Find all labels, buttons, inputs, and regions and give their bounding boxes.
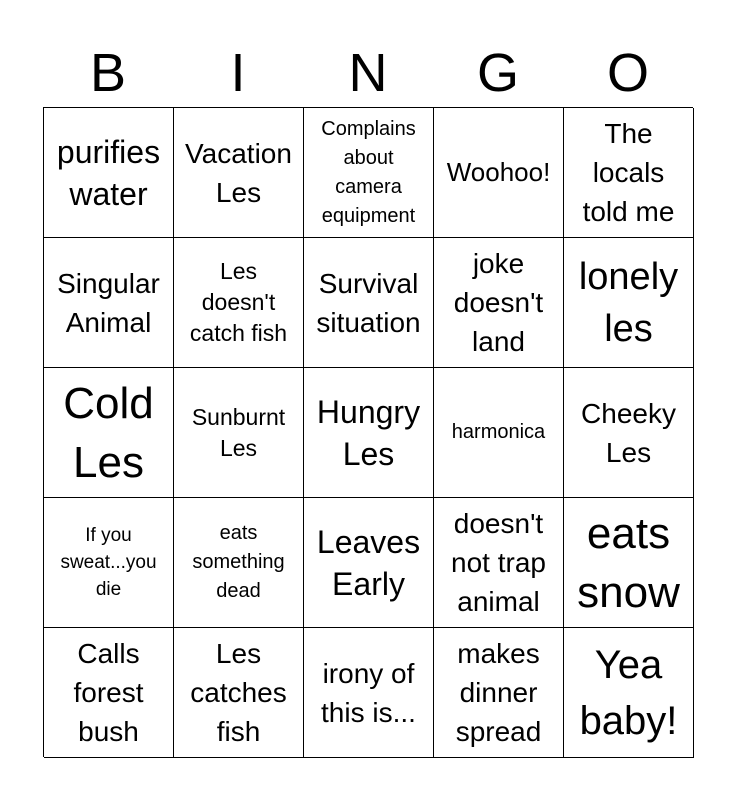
- cell-label: doesn't not trap animal: [451, 508, 546, 617]
- header-letter-o: O: [606, 43, 649, 103]
- bingo-cell[interactable]: [174, 498, 304, 628]
- bingo-cell[interactable]: [434, 498, 564, 628]
- cell-label: joke doesn't land: [453, 248, 544, 357]
- bingo-cell[interactable]: [434, 628, 564, 758]
- bingo-cell[interactable]: [44, 368, 174, 498]
- header-letter-n: N: [348, 43, 388, 103]
- bingo-cell[interactable]: [174, 628, 304, 758]
- cell-label: eats something dead: [192, 522, 285, 602]
- bingo-cell[interactable]: [44, 498, 174, 628]
- bingo-cell[interactable]: [304, 108, 434, 238]
- cell-label: Cold Les: [63, 378, 154, 487]
- cell-label: Complains about camera equipment: [321, 117, 416, 227]
- bingo-cell[interactable]: [304, 238, 434, 368]
- cell-label: Calls forest bush: [73, 638, 144, 747]
- cell-label: eats snow: [577, 508, 680, 617]
- header-letter-b: B: [89, 43, 127, 103]
- cell-label: Sunburnt Les: [191, 403, 286, 461]
- header-letter-i: I: [230, 43, 246, 103]
- bingo-cell[interactable]: [564, 368, 694, 498]
- bingo-cell[interactable]: [304, 628, 434, 758]
- cell-label: Woohoo!: [446, 157, 551, 187]
- bingo-cell[interactable]: [174, 368, 304, 498]
- cell-label: Hungry Les: [316, 393, 421, 472]
- cell-label: The locals told me: [582, 118, 675, 227]
- bingo-cell[interactable]: [564, 238, 694, 368]
- bingo-cell[interactable]: [304, 498, 434, 628]
- bingo-cell[interactable]: [434, 368, 564, 498]
- cell-label: Yea baby!: [579, 642, 678, 743]
- cell-label: Vacation Les: [185, 137, 292, 208]
- bingo-cell[interactable]: [434, 238, 564, 368]
- cell-label: Leaves Early: [316, 523, 421, 602]
- bingo-cell[interactable]: [564, 498, 694, 628]
- bingo-cell[interactable]: [44, 238, 174, 368]
- bingo-cell[interactable]: [174, 108, 304, 238]
- bingo-cell[interactable]: [564, 628, 694, 758]
- bingo-cell[interactable]: [304, 368, 434, 498]
- cell-label: harmonica: [451, 421, 546, 443]
- header-letter-g: G: [476, 43, 519, 103]
- bingo-cell[interactable]: [434, 108, 564, 238]
- cell-label: Survival situation: [316, 267, 421, 338]
- cell-label: Cheeky Les: [581, 397, 676, 468]
- cell-label: irony of this is...: [321, 657, 416, 728]
- bingo-board: [43, 107, 693, 757]
- cell-label: makes dinner spread: [455, 638, 542, 747]
- bingo-header: [43, 40, 693, 106]
- bingo-cell[interactable]: [174, 238, 304, 368]
- cell-label: Singular Animal: [57, 267, 160, 338]
- cell-label: Les catches fish: [190, 638, 287, 747]
- cell-label: Les doesn't catch fish: [189, 258, 288, 346]
- cell-label: If you sweat...you die: [60, 525, 157, 600]
- bingo-cell[interactable]: [44, 108, 174, 238]
- cell-label: purifies water: [56, 133, 161, 212]
- cell-label: lonely les: [578, 255, 679, 350]
- bingo-cell[interactable]: [564, 108, 694, 238]
- bingo-cell[interactable]: [44, 628, 174, 758]
